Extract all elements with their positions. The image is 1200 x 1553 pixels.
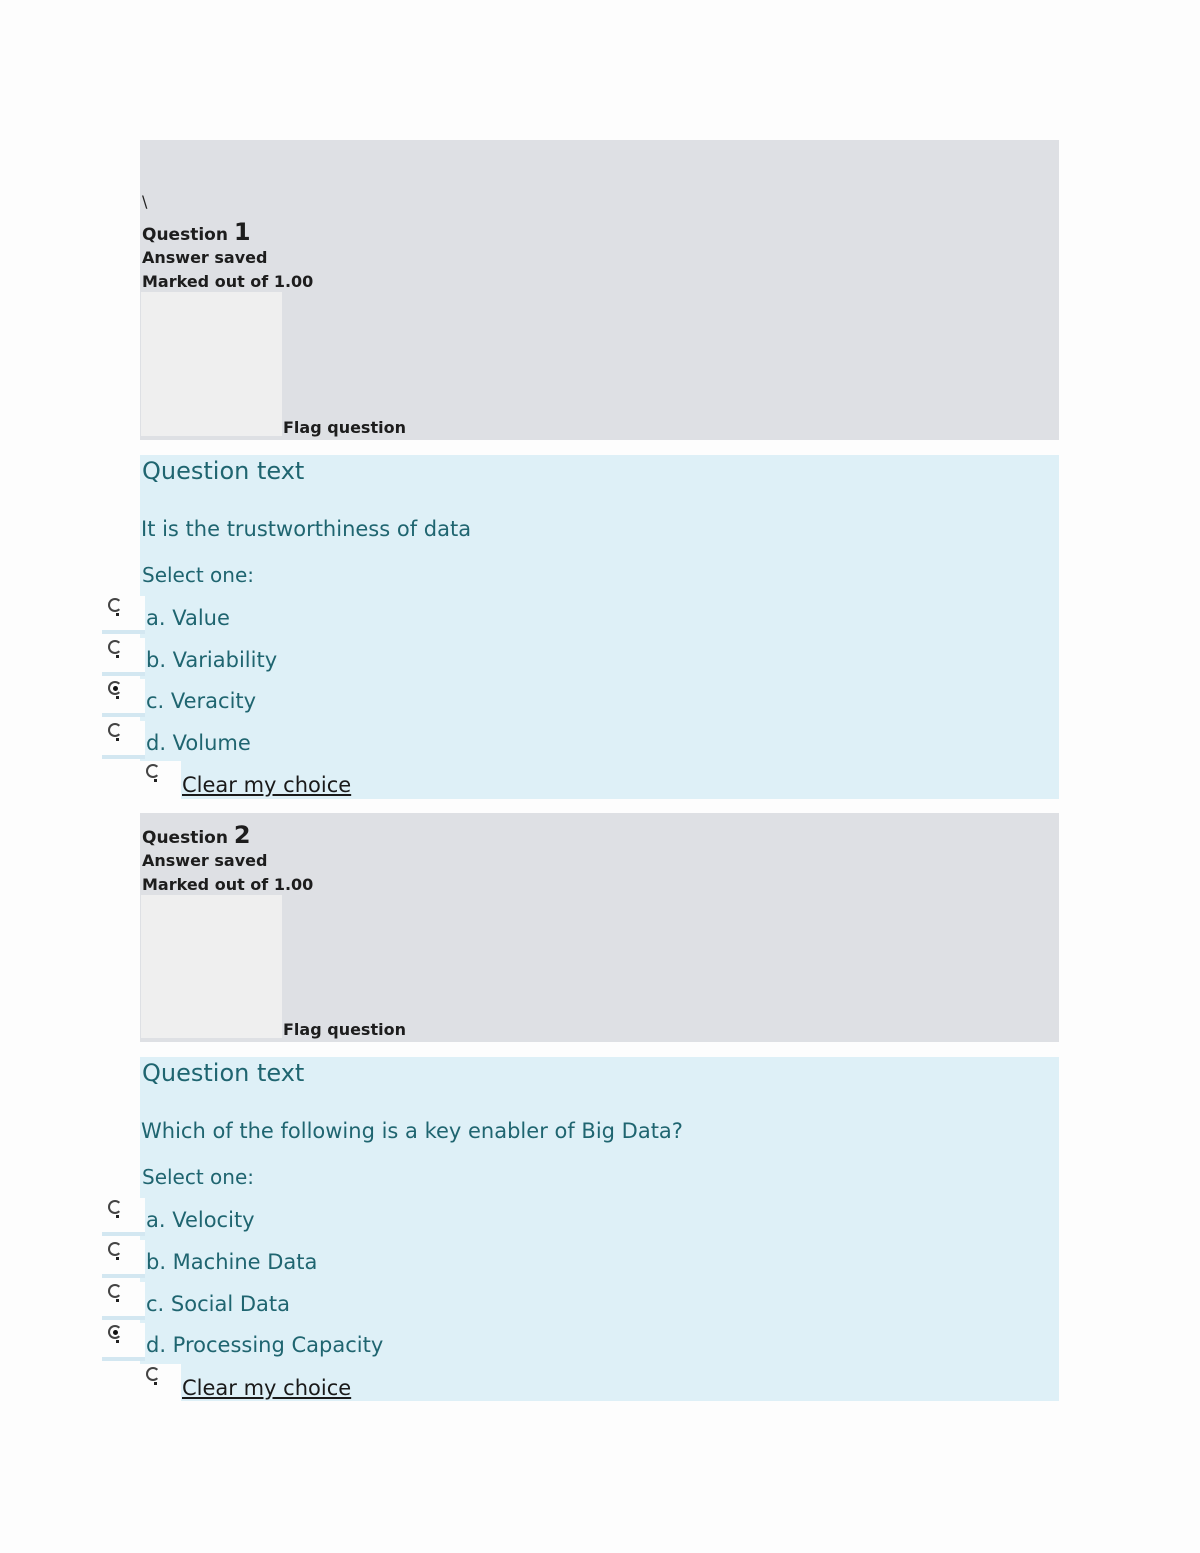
flag-icon[interactable] [141,895,282,1038]
radio-button-icon[interactable] [146,1367,160,1381]
radio-cell [102,638,145,676]
radio-button-checked-icon[interactable] [108,1325,122,1339]
question-label: Question [142,828,228,848]
radio-button-icon[interactable] [108,598,122,612]
question-text-heading: Question text [142,457,305,485]
answer-option[interactable] [102,638,402,678]
clear-choice-row[interactable] [140,761,440,801]
select-one-prompt: Select one: [142,1165,255,1189]
radio-button-icon[interactable] [108,1200,122,1214]
answer-option[interactable] [102,1198,402,1238]
radio-cell [140,761,181,799]
radio-button-checked-icon[interactable] [108,681,122,695]
radio-button-icon[interactable] [108,1242,122,1256]
option-label[interactable]: b. Variability [146,648,278,672]
question-number-value: 1 [233,218,251,246]
answer-option[interactable] [102,1323,402,1363]
clear-my-choice-link[interactable]: Clear my choice [182,773,352,797]
question-state: Answer saved [142,248,268,267]
answer-option[interactable] [102,679,402,719]
radio-cell [102,596,145,634]
clear-choice-row[interactable] [140,1364,440,1404]
option-label[interactable]: c. Veracity [146,689,257,713]
question-number [142,218,251,246]
radio-cell [102,1198,145,1236]
flag-icon[interactable] [141,292,282,436]
flag-question-link[interactable]: Flag question [283,418,406,437]
answer-option[interactable] [102,1240,402,1280]
question-number [142,821,251,849]
radio-cell [102,721,145,759]
radio-cell [102,1323,145,1361]
radio-button-icon[interactable] [146,764,160,778]
question-number-value: 2 [233,821,251,849]
answer-option[interactable] [102,596,402,636]
radio-cell [102,1282,145,1320]
stray-marker: \ [142,192,148,211]
answer-option[interactable] [102,1282,402,1322]
clear-my-choice-link[interactable]: Clear my choice [182,1376,352,1400]
radio-cell [102,679,145,717]
select-one-prompt: Select one: [142,563,255,587]
option-label[interactable]: b. Machine Data [146,1250,318,1274]
option-label[interactable]: a. Value [146,606,230,630]
answer-option[interactable] [102,721,402,761]
question-label: Question [142,225,228,245]
radio-cell [102,1240,145,1278]
question-state: Answer saved [142,851,268,870]
question-grade: Marked out of 1.00 [142,875,314,894]
radio-button-icon[interactable] [108,640,122,654]
question-text-heading: Question text [142,1059,305,1087]
radio-button-icon[interactable] [108,723,122,737]
option-label[interactable]: a. Velocity [146,1208,255,1232]
radio-button-icon[interactable] [108,1284,122,1298]
question-text: It is the trustworthiness of data [141,517,472,541]
option-label[interactable]: d. Processing Capacity [146,1333,384,1357]
radio-cell [140,1364,181,1402]
flag-question-link[interactable]: Flag question [283,1020,406,1039]
question-grade: Marked out of 1.00 [142,272,314,291]
question-text: Which of the following is a key enabler of Big Data? [141,1119,683,1143]
option-label[interactable]: c. Social Data [146,1292,290,1316]
option-label[interactable]: d. Volume [146,731,251,755]
question-1-info [140,140,1059,440]
question-2-info [140,813,1059,1042]
